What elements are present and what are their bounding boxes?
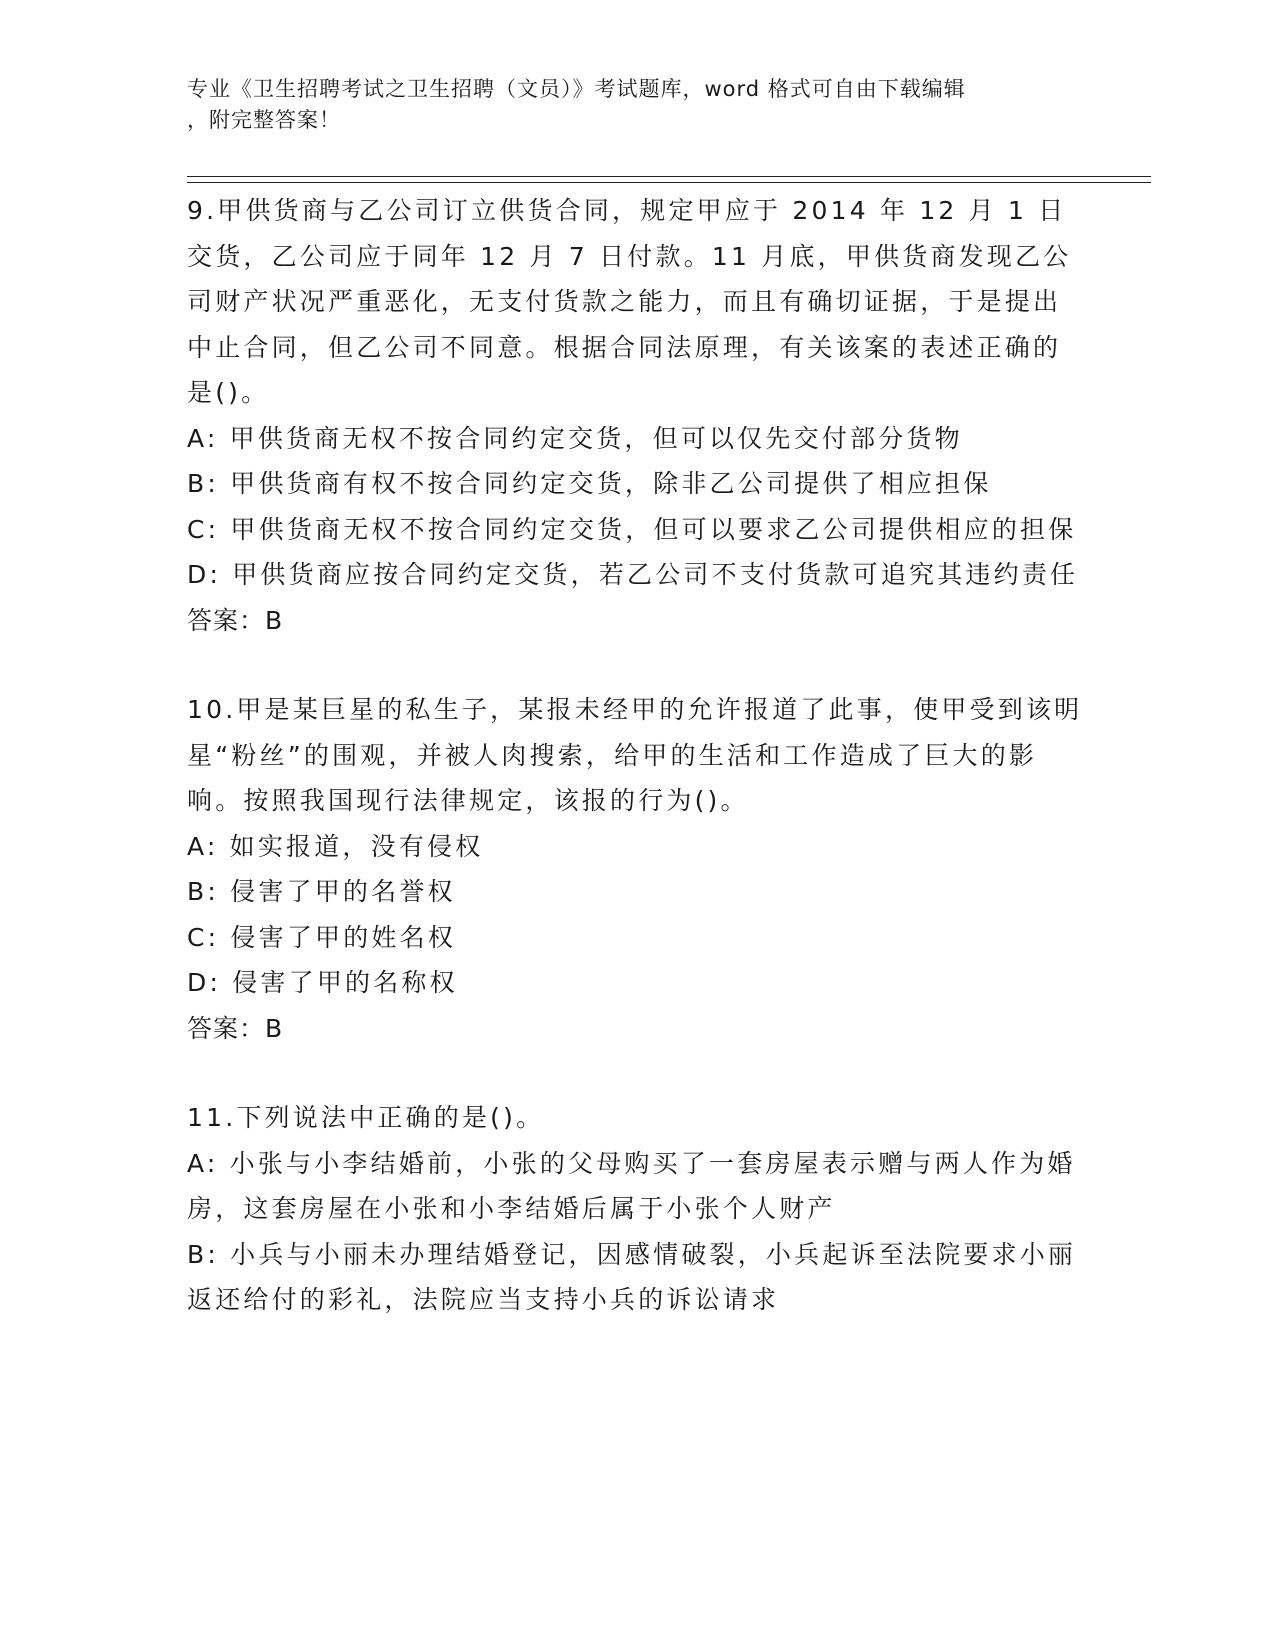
answer: 答案：B <box>187 605 284 635</box>
question-stem: 11.下列说法中正确的是()。 <box>187 1103 545 1132</box>
spacer <box>187 643 1087 687</box>
question-11 <box>187 1095 1087 1323</box>
question-list <box>187 188 1087 1323</box>
answer: 答案：B <box>187 1013 284 1043</box>
option-d: D: 侵害了甲的名称权 <box>187 968 458 997</box>
option-a: A: 甲供货商无权不按合同约定交货，但可以仅先交付部分货物 <box>187 423 963 453</box>
option-b: B: 侵害了甲的名誉权 <box>187 877 456 906</box>
spacer <box>187 1051 1087 1095</box>
option-a: A: 如实报道，没有侵权 <box>187 831 484 861</box>
question-stem: 9.甲供货商与乙公司订立供货合同，规定甲应于 2014 年 12 月 1 日交货，乙公司应于同年 12 月 7 日付款。11 月底，甲供货商发现乙公司财产状况严重恶化，无支付货款之能力，而且有确切证据，于是提出中止合同，但乙公司不同意。根据合同法原理，有关该案的表述正确的是()。 <box>187 196 1072 407</box>
option-a: A: 小张与小李结婚前，小张的父母购买了一套房屋表示赠与两人作为婚房，这套房屋在小张和小李结婚后属于小张个人财产 <box>187 1148 1076 1223</box>
header-rule-top <box>187 176 1151 177</box>
option-d: D: 甲供货商应按合同约定交货，若乙公司不支付货款可追究其违约责任 <box>187 560 1079 589</box>
question-stem: 10.甲是某巨星的私生子，某报未经甲的允许报道了此事，使甲受到该明星“粉丝”的围观，并被人肉搜索，给甲的生活和工作造成了巨大的影响。按照我国现行法律规定，该报的行为()。 <box>187 695 1083 815</box>
option-c: C: 侵害了甲的姓名权 <box>187 922 457 952</box>
header-line-1: 专业《卫生招聘考试之卫生招聘（文员）》考试题库，word 格式可自由下载编辑 <box>187 77 966 101</box>
option-b: B: 甲供货商有权不按合同约定交货，除非乙公司提供了相应担保 <box>187 469 992 498</box>
header-line-2: ，附完整答案！ <box>187 108 341 132</box>
question-9 <box>187 188 1087 643</box>
option-c: C: 甲供货商无权不按合同约定交货，但可以要求乙公司提供相应的担保 <box>187 514 1077 544</box>
option-b: B: 小兵与小丽未办理结婚登记，因感情破裂，小兵起诉至法院要求小丽返还给付的彩礼，法院应当支持小兵的诉讼请求 <box>187 1239 1077 1314</box>
document-header <box>187 74 1067 136</box>
header-rule-bottom <box>187 182 1151 183</box>
question-10 <box>187 687 1087 1051</box>
